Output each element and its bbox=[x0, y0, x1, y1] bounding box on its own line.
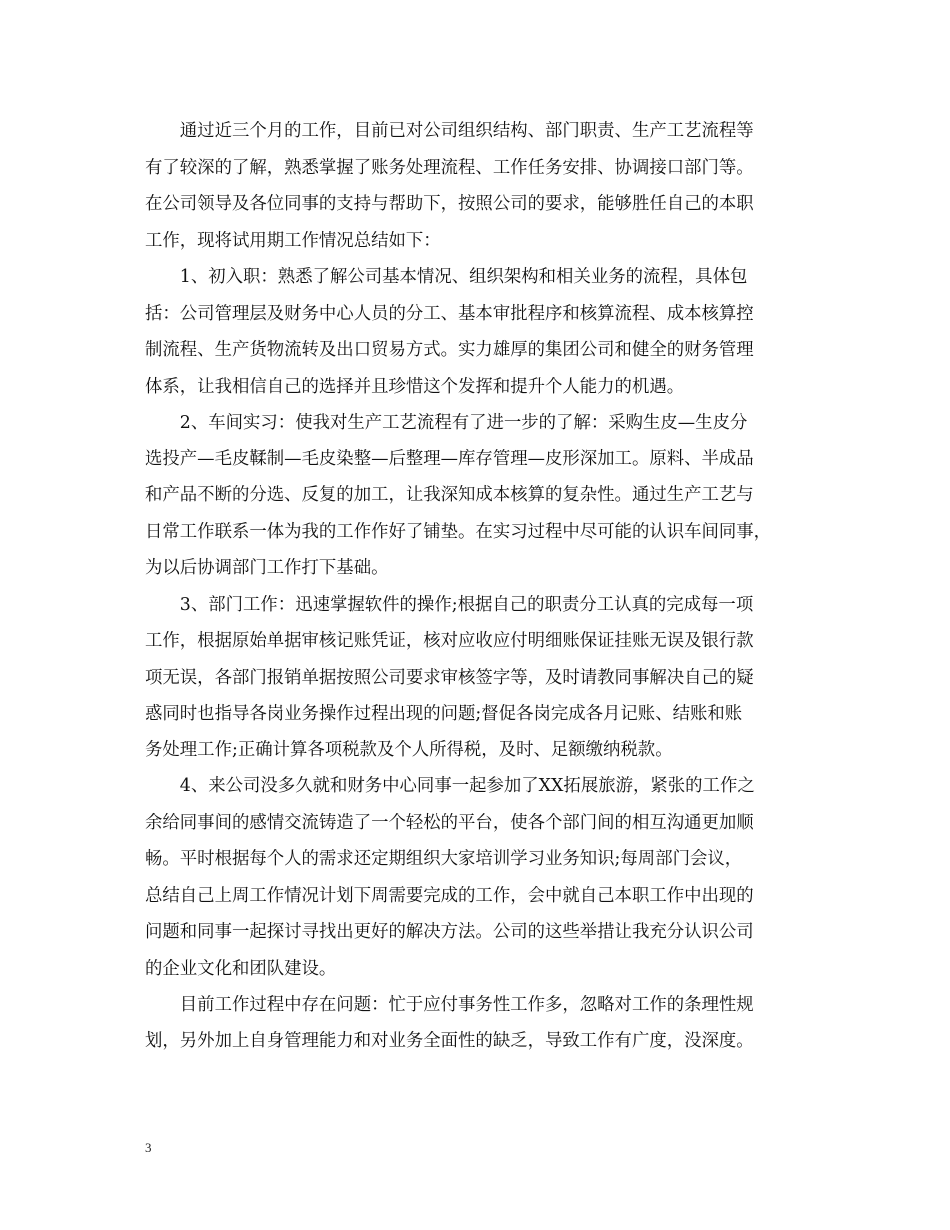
page-number: 3 bbox=[145, 1140, 152, 1155]
text-line: 体系，让我相信自己的选择并且珍惜这个发挥和提升个人能力的机遇。 bbox=[145, 377, 685, 397]
text-line: 总结自己上周工作情况计划下周需要完成的工作，会中就自己本职工作中出现的 bbox=[145, 886, 754, 906]
text-line: 在公司领导及各位同事的支持与帮助下，按照公司的要求，能够胜任自己的本职 bbox=[145, 194, 754, 214]
text-line: 2、车间实习：使我对生产工艺流程有了进一步的了解：采购生皮—生皮分 bbox=[145, 413, 748, 433]
text-line: 制流程、生产货物流转及出口贸易方式。实力雄厚的集团公司和健全的财务管理 bbox=[145, 340, 754, 360]
text-line: 问题和同事一起探讨寻找出更好的解决方法。公司的这些举措让我充分认识公司 bbox=[145, 922, 754, 942]
text-line: 工作，现将试用期工作情况总结如下： bbox=[145, 231, 441, 251]
text-line: 有了较深的了解，熟悉掌握了账务处理流程、工作任务安排、协调接口部门等。 bbox=[145, 158, 754, 178]
text-line: 选投产—毛皮鞣制—毛皮染整—后整理—库存管理—皮形深加工。原料、半成品 bbox=[145, 449, 754, 469]
text-line: 括：公司管理层及财务中心人员的分工、基本审批程序和核算流程、成本核算控 bbox=[145, 304, 754, 324]
text-line: 1、初入职：熟悉了解公司基本情况、组织架构和相关业务的流程，具体包 bbox=[145, 267, 748, 287]
text-line: 日常工作联系一体为我的工作作好了铺垫。在实习过程中尽可能的认识车间同事， bbox=[145, 522, 772, 542]
text-line: 4、来公司没多久就和财务中心同事一起参加了XX拓展旅游，紧张的工作之 bbox=[145, 776, 755, 796]
text-line: 通过近三个月的工作，目前已对公司组织结构、部门职责、生产工艺流程等 bbox=[145, 121, 754, 141]
text-line: 目前工作过程中存在问题：忙于应付事务性工作多，忽略对工作的条理性规 bbox=[145, 995, 754, 1015]
text-line: 畅。平时根据每个人的需求还定期组织大家培训学习业务知识;每周部门会议， bbox=[145, 849, 743, 869]
text-line: 务处理工作;正确计算各项税款及个人所得税，及时、足额缴纳税款。 bbox=[145, 740, 673, 760]
text-line: 的企业文化和团队建设。 bbox=[145, 959, 337, 979]
text-line: 划，另外加上自身管理能力和对业务全面性的缺乏，导致工作有广度，没深度。 bbox=[145, 1031, 754, 1051]
text-line: 惑同时也指导各岗业务操作过程出现的问题;督促各岗完成各月记账、结账和账 bbox=[145, 704, 743, 724]
text-line: 和产品不断的分选、反复的加工，让我深知成本核算的复杂性。通过生产工艺与 bbox=[145, 485, 754, 505]
text-line: 工作，根据原始单据审核记账凭证，核对应收应付明细账保证挂账无误及银行款 bbox=[145, 631, 754, 651]
text-line: 为以后协调部门工作打下基础。 bbox=[145, 558, 389, 578]
text-line: 余给同事间的感情交流铸造了一个轻松的平台，使各个部门间的相互沟通更加顺 bbox=[145, 813, 754, 833]
text-line: 3、部门工作：迅速掌握软件的操作;根据自己的职责分工认真的完成每一项 bbox=[145, 595, 754, 615]
text-line: 项无误，各部门报销单据按照公司要求审核签字等，及时请教同事解决自己的疑 bbox=[145, 668, 754, 688]
